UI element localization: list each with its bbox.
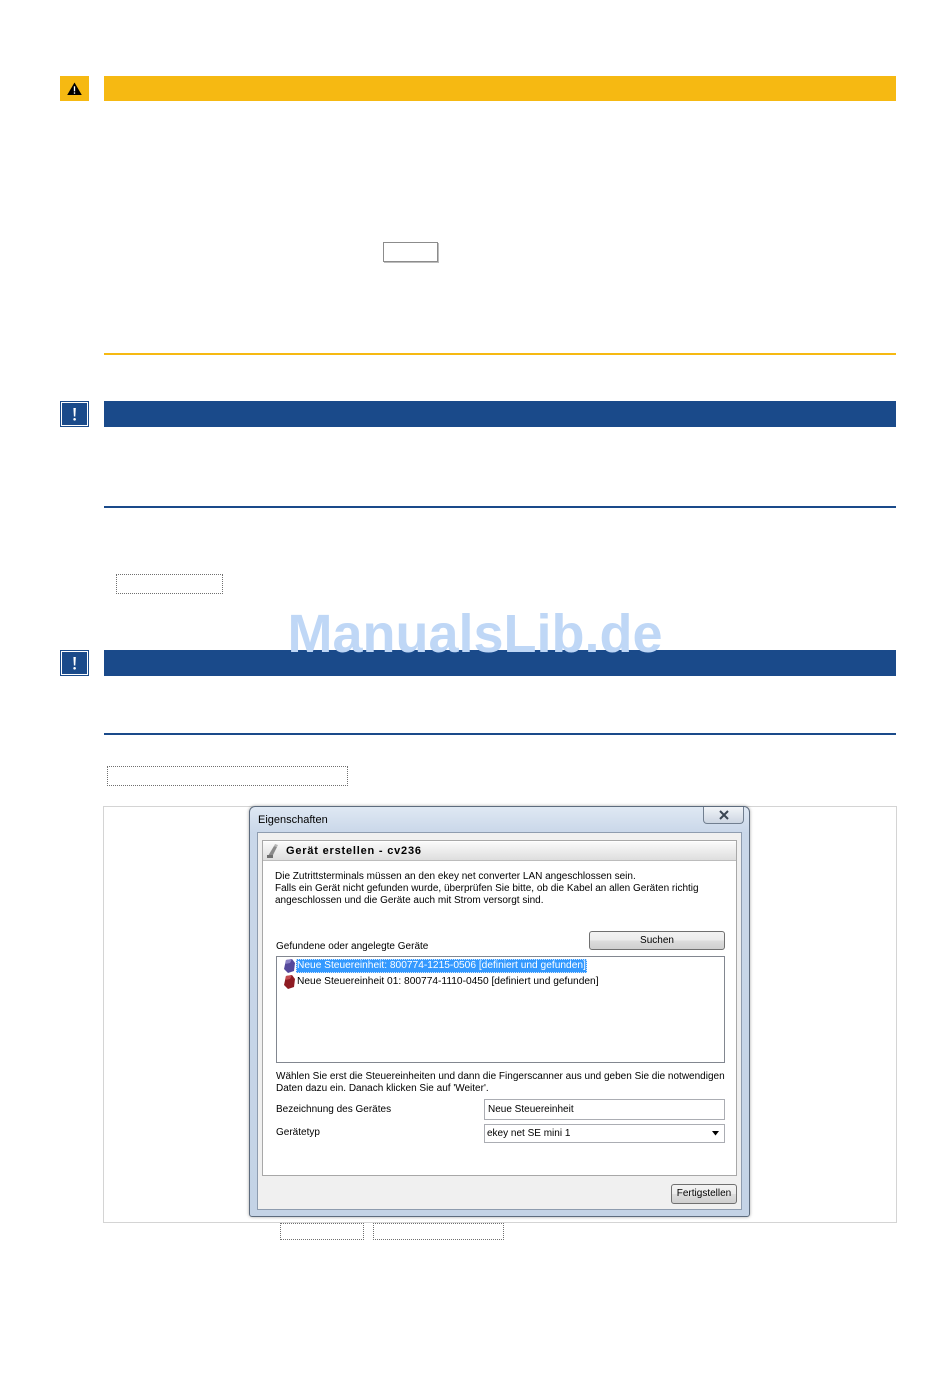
hint-text — [276, 1071, 725, 1095]
dialog-client-area — [257, 832, 742, 1210]
list-item-label: Neue Steuereinheit 01: 800774-1110-0450 [definiert und gefunden] — [297, 976, 599, 987]
finish-button[interactable]: Fertigstellen — [671, 1184, 737, 1204]
device-type-label: Gerätetyp — [276, 1127, 320, 1138]
section-divider — [104, 506, 896, 508]
intro-line: angeschlossen und die Geräte auch mit Strom versorgt sind. — [275, 895, 544, 906]
warning-bar — [104, 76, 896, 101]
intro-line: Die Zutrittsterminals müssen an den ekey net converter LAN angeschlossen sein. — [275, 871, 636, 882]
properties-dialog — [249, 806, 750, 1217]
search-button[interactable]: Suchen — [589, 931, 725, 950]
note-bar — [104, 401, 896, 427]
list-item[interactable] — [277, 959, 724, 973]
wizard-header — [263, 842, 736, 861]
wizard-icon — [265, 843, 281, 859]
exclamation-icon — [60, 401, 89, 427]
link-box[interactable] — [373, 1223, 504, 1240]
intro-line: Falls ein Gerät nicht gefunden wurde, überprüfen Sie bitte, ob die Kabel an allen Geräten richtig — [275, 883, 699, 894]
device-name-label: Bezeichnung des Gerätes — [276, 1104, 392, 1115]
device-name-field[interactable]: Neue Steuereinheit — [484, 1099, 725, 1120]
close-icon — [718, 810, 730, 820]
link-box[interactable] — [383, 242, 438, 262]
link-box[interactable] — [280, 1223, 364, 1240]
control-unit-icon — [284, 975, 295, 989]
warning-triangle-icon — [60, 76, 89, 101]
exclamation-icon — [60, 650, 89, 676]
hint-line: Wählen Sie erst die Steuereinheiten und dann die Fingerscanner aus und geben Sie die notwendigen — [276, 1071, 725, 1082]
device-type-value: ekey net SE mini 1 — [487, 1128, 571, 1139]
close-button[interactable] — [703, 807, 744, 824]
link-box[interactable] — [116, 574, 223, 594]
dialog-title: Eigenschaften — [258, 814, 328, 826]
section-divider — [104, 353, 896, 355]
intro-text — [275, 871, 699, 907]
list-item-label: Neue Steuereinheit: 800774-1215-0506 [definiert und gefunden] — [297, 960, 586, 971]
wizard-title: Gerät erstellen - cv236 — [286, 845, 422, 857]
control-unit-icon — [284, 959, 295, 973]
section-divider — [104, 733, 896, 735]
device-type-select[interactable] — [484, 1124, 725, 1143]
list-item[interactable] — [277, 975, 724, 989]
dropdown-arrow-icon — [712, 1131, 719, 1136]
device-list-label: Gefundene oder angelegte Geräte — [276, 941, 429, 952]
wizard-panel — [262, 840, 737, 1176]
link-box[interactable] — [107, 766, 348, 786]
hint-line: Daten dazu ein. Danach klicken Sie auf 'Weiter'. — [276, 1083, 489, 1094]
device-list[interactable] — [276, 956, 725, 1063]
watermark: ManualsLib.de — [287, 604, 663, 664]
